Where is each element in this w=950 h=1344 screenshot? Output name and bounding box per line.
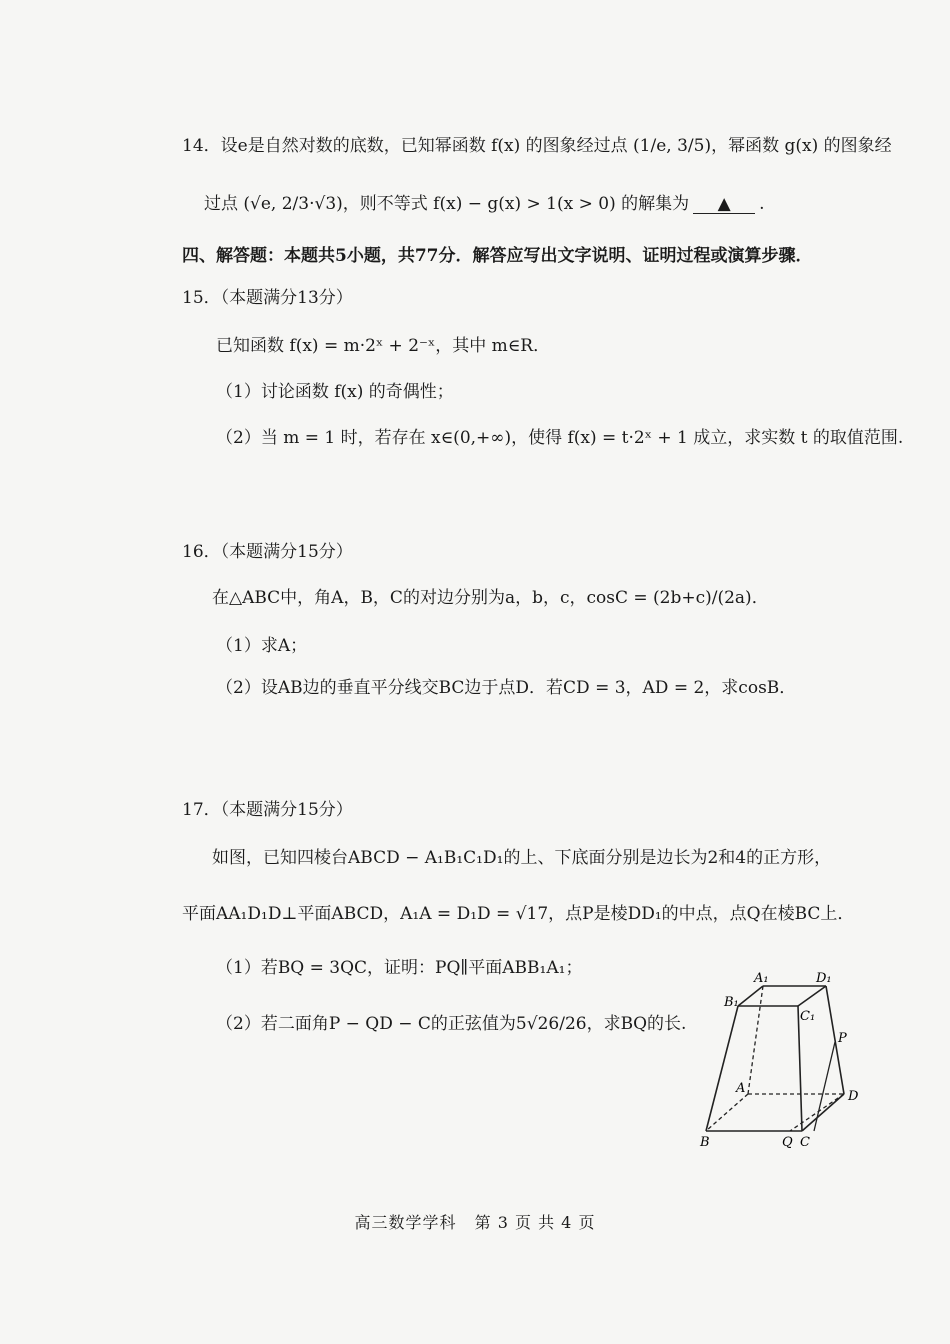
label-q: Q <box>782 1135 793 1150</box>
label-a: A <box>736 1081 746 1096</box>
q16-part2 <box>216 676 796 700</box>
label-b: B <box>700 1135 710 1150</box>
label-d1: D₁ <box>816 971 832 986</box>
q16-title-text: 16．（本题满分15分） <box>182 542 353 562</box>
q16-stem <box>212 586 769 610</box>
label-c: C <box>800 1135 810 1150</box>
q14-text-2: 过点 (√e, 2/3·√3)，则不等式 f(x) − g(x) > 1(x > 0) 的解集为 <box>204 194 690 214</box>
q14-line2 <box>204 192 765 216</box>
section-four-text: 四、解答题：本题共5小题，共77分．解答应写出文字说明、证明过程或演算步骤． <box>182 246 813 266</box>
q15-part2-text: （2）当 m = 1 时，若存在 x∈(0,+∞)，使得 f(x) = t·2ˣ + 1 成立，求实数 t 的取值范围. <box>216 428 904 448</box>
q17-stem1-text: 如图，已知四棱台ABCD − A₁B₁C₁D₁的上、下底面分别是边长为2和4的正方形， <box>212 848 832 868</box>
q15-stem-text: 已知函数 f(x) = m·2ˣ + 2⁻ˣ，其中 m∈R． <box>216 336 551 356</box>
q16-title <box>182 540 353 564</box>
q14-text-1: 14．设e是自然对数的底数，已知幂函数 f(x) 的图象经过点 (1/e, 3/5)，幂函数 g(x) 的图象经 <box>182 136 892 156</box>
q17-part1 <box>216 956 582 980</box>
q14-period: . <box>759 194 765 214</box>
q15-part2 <box>216 426 903 450</box>
label-d: D <box>848 1089 859 1104</box>
q16-part1 <box>216 634 307 658</box>
q17-title-text: 17．（本题满分15分） <box>182 800 353 820</box>
section-four-heading <box>182 244 812 268</box>
footer-page-number: 第 3 页 共 4 页 <box>474 1213 596 1232</box>
q17-part2 <box>216 1012 686 1036</box>
q17-part2-text: （2）若二面角P − QD − C的正弦值为5√26/26，求BQ的长. <box>216 1014 687 1034</box>
footer-subject: 高三数学学科 <box>354 1213 457 1232</box>
q15-stem <box>216 334 550 358</box>
label-a1: A₁ <box>754 971 769 986</box>
q14-line1 <box>182 134 892 158</box>
q16-part1-text: （1）求A； <box>216 636 308 656</box>
q15-part1-text: （1）讨论函数 f(x) 的奇偶性； <box>216 382 454 402</box>
label-c1: C₁ <box>800 1009 816 1024</box>
q15-part1 <box>216 380 454 404</box>
label-b1: B₁ <box>724 995 739 1010</box>
answer-blank-marker: ▲ <box>717 194 731 214</box>
q15-title <box>182 286 353 310</box>
q15-title-text: 15．（本题满分13分） <box>182 288 353 308</box>
q17-stem-line2 <box>182 902 854 926</box>
q17-stem2-text: 平面AA₁D₁D⊥平面ABCD，A₁A = D₁D = √17，点P是棱DD₁的中点，点Q在棱BC上． <box>182 904 855 924</box>
label-p: P <box>838 1031 847 1046</box>
q16-stem-text: 在△ABC中，角A，B，C的对边分别为a，b，c，cosC = (2b+c)/(2a)． <box>212 588 769 608</box>
q17-part1-text: （1）若BQ = 3QC，证明：PQ∥平面ABB₁A₁； <box>216 958 583 978</box>
page-footer <box>0 1210 950 1233</box>
q16-part2-text: （2）设AB边的垂直平分线交BC边于点D．若CD = 3，AD = 2，求cosB． <box>216 678 797 698</box>
q17-title <box>182 798 353 822</box>
answer-blank <box>693 195 755 214</box>
frustum-figure <box>690 966 870 1156</box>
q17-stem-line1 <box>212 846 831 870</box>
